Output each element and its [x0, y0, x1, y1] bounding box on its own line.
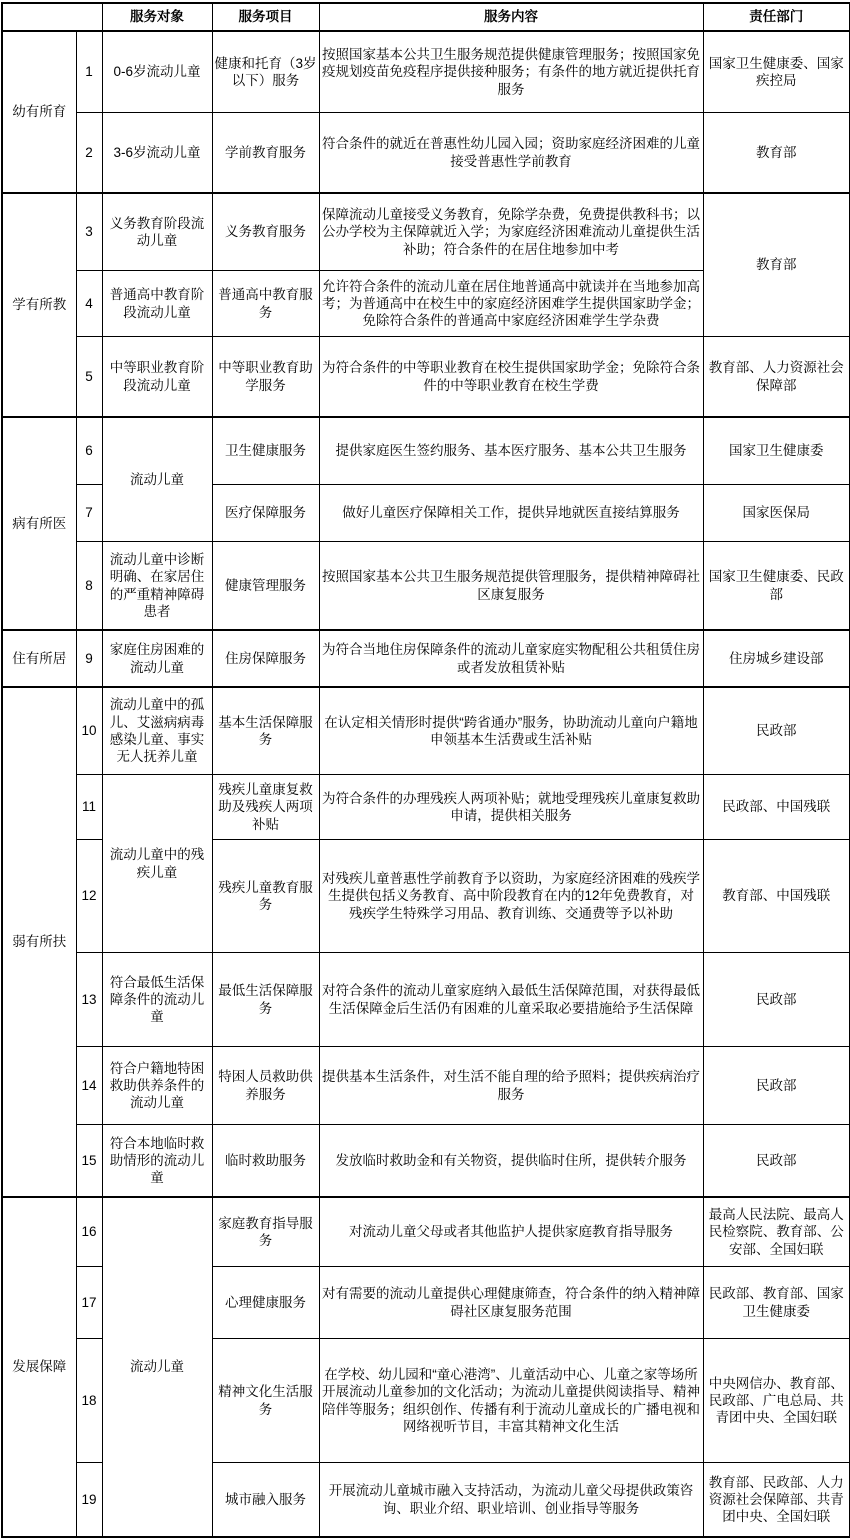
content-cell: 提供家庭医生签约服务、基本医疗服务、基本公共卫生服务 [319, 417, 703, 485]
row-number: 17 [76, 1267, 102, 1339]
item-cell: 最低生活保障服务 [212, 953, 319, 1047]
table-row [2, 687, 850, 775]
department-cell: 教育部、人力资源社会保障部 [703, 337, 850, 418]
row-number: 10 [76, 687, 102, 775]
content-cell: 在学校、幼儿园和“童心港湾”、儿童活动中心、儿童之家等场所开展流动儿童参加的文化活动；为流动儿童提供阅读指导、精神陪伴等服务；组织创作、传播有利于流动儿童成长的广播电视和网络视听节目，丰富其精神文化生活 [319, 1339, 703, 1463]
content-cell: 符合条件的就近在普惠性幼儿园入园；资助家庭经济困难的儿童接受普惠性学前教育 [319, 113, 703, 194]
item-cell: 家庭教育指导服务 [212, 1197, 319, 1267]
target-cell: 流动儿童 [102, 417, 212, 542]
department-cell: 国家医保局 [703, 485, 850, 542]
target-cell: 3-6岁流动儿童 [102, 113, 212, 194]
item-cell: 残疾儿童教育服务 [212, 840, 319, 953]
target-cell: 流动儿童中的孤儿、艾滋病病毒感染儿童、事实无人抚养儿童 [102, 687, 212, 775]
content-cell: 允许符合条件的流动儿童在居住地普通高中就读并在当地参加高考；为普通高中在校生中的家庭经济困难学生提供国家助学金；免除符合条件的普通高中家庭经济困难学生学杂费 [319, 271, 703, 337]
table-row [2, 775, 850, 840]
header-empty-cell [2, 3, 102, 31]
row-number: 5 [76, 337, 102, 418]
item-cell: 特困人员救助供养服务 [212, 1047, 319, 1125]
department-cell: 国家卫生健康委、国家疾控局 [703, 31, 850, 113]
item-cell: 精神文化生活服务 [212, 1339, 319, 1463]
target-cell: 符合本地临时救助情形的流动儿童 [102, 1125, 212, 1198]
content-cell: 为符合条件的中等职业教育在校生提供国家助学金；免除符合条件的中等职业教育在校生学费 [319, 337, 703, 418]
department-cell: 民政部 [703, 1047, 850, 1125]
table-row [2, 953, 850, 1047]
department-cell: 教育部 [703, 113, 850, 194]
content-cell: 发放临时救助金和有关物资，提供临时住所，提供转介服务 [319, 1125, 703, 1198]
target-cell: 符合户籍地特困救助供养条件的流动儿童 [102, 1047, 212, 1125]
item-cell: 普通高中教育服务 [212, 271, 319, 337]
row-number: 4 [76, 271, 102, 337]
content-cell: 对符合条件的流动儿童家庭纳入最低生活保障范围，对获得最低生活保障金后生活仍有困难的儿童采取必要措施给予生活保障 [319, 953, 703, 1047]
row-number: 19 [76, 1463, 102, 1538]
department-cell: 国家卫生健康委、民政部 [703, 542, 850, 631]
row-number: 18 [76, 1339, 102, 1463]
content-cell: 为符合条件的办理残疾人两项补贴；就地受理残疾儿童康复救助申请，提供相关服务 [319, 775, 703, 840]
content-cell: 对有需要的流动儿童提供心理健康筛查，符合条件的纳入精神障碍社区康复服务范围 [319, 1267, 703, 1339]
header-service-content: 服务内容 [319, 3, 703, 31]
content-cell: 开展流动儿童城市融入支持活动，为流动儿童父母提供政策咨询、职业介绍、职业培训、创业指导等服务 [319, 1463, 703, 1538]
table-row [2, 1047, 850, 1125]
content-cell: 为符合当地住房保障条件的流动儿童家庭实物配租公共租赁住房或者发放租赁补贴 [319, 630, 703, 687]
department-cell: 民政部 [703, 687, 850, 775]
department-cell: 民政部 [703, 953, 850, 1047]
table-row [2, 1197, 850, 1267]
department-cell: 教育部 [703, 193, 850, 337]
department-cell: 民政部 [703, 1125, 850, 1198]
section-cell-youyousuoyu: 幼有所育 [2, 31, 76, 193]
item-cell: 卫生健康服务 [212, 417, 319, 485]
table-row [2, 113, 850, 194]
row-number: 15 [76, 1125, 102, 1198]
table-row [2, 1125, 850, 1198]
header-service-target: 服务对象 [102, 3, 212, 31]
item-cell: 义务教育服务 [212, 193, 319, 271]
department-cell: 民政部、中国残联 [703, 775, 850, 840]
target-cell: 中等职业教育阶段流动儿童 [102, 337, 212, 418]
item-cell: 临时救助服务 [212, 1125, 319, 1198]
table-row [2, 337, 850, 418]
department-cell: 教育部、中国残联 [703, 840, 850, 953]
content-cell: 对流动儿童父母或者其他监护人提供家庭教育指导服务 [319, 1197, 703, 1267]
table-row [2, 630, 850, 687]
department-cell: 中央网信办、教育部、民政部、广电总局、共青团中央、全国妇联 [703, 1339, 850, 1463]
item-cell: 基本生活保障服务 [212, 687, 319, 775]
content-cell: 对残疾儿童普惠性学前教育予以资助，为家庭经济困难的残疾学生提供包括义务教育、高中阶段教育在内的12年免费教育，对残疾学生特殊学习用品、教育训练、交通费等予以补助 [319, 840, 703, 953]
row-number: 2 [76, 113, 102, 194]
row-number: 9 [76, 630, 102, 687]
item-cell: 残疾儿童康复救助及残疾人两项补贴 [212, 775, 319, 840]
header-responsible-department: 责任部门 [703, 3, 850, 31]
content-cell: 在认定相关情形时提供“跨省通办”服务，协助流动儿童向户籍地申领基本生活费或生活补贴 [319, 687, 703, 775]
department-cell: 国家卫生健康委 [703, 417, 850, 485]
content-cell: 按照国家基本公共卫生服务规范提供健康管理服务；按照国家免疫规划疫苗免疫程序提供接种服务；有条件的地方就近提供托育服务 [319, 31, 703, 113]
department-cell: 教育部、民政部、人力资源社会保障部、共青团中央、全国妇联 [703, 1463, 850, 1538]
target-cell: 普通高中教育阶段流动儿童 [102, 271, 212, 337]
item-cell: 中等职业教育助学服务 [212, 337, 319, 418]
header-service-item: 服务项目 [212, 3, 319, 31]
row-number: 7 [76, 485, 102, 542]
department-cell: 民政部、教育部、国家卫生健康委 [703, 1267, 850, 1339]
table-row [2, 417, 850, 485]
table-row [2, 31, 850, 113]
item-cell: 学前教育服务 [212, 113, 319, 194]
item-cell: 心理健康服务 [212, 1267, 319, 1339]
row-number: 1 [76, 31, 102, 113]
content-cell: 提供基本生活条件，对生活不能自理的给予照料；提供疾病治疗服务 [319, 1047, 703, 1125]
content-cell: 按照国家基本公共卫生服务规范提供管理服务，提供精神障碍社区康复服务 [319, 542, 703, 631]
target-cell: 家庭住房困难的流动儿童 [102, 630, 212, 687]
table-header-row [2, 3, 850, 31]
row-number: 14 [76, 1047, 102, 1125]
item-cell: 城市融入服务 [212, 1463, 319, 1538]
migrant-children-services-table [1, 2, 850, 1538]
row-number: 13 [76, 953, 102, 1047]
row-number: 11 [76, 775, 102, 840]
target-cell: 符合最低生活保障条件的流动儿童 [102, 953, 212, 1047]
section-cell-xueyousuojiao: 学有所教 [2, 193, 76, 417]
row-number: 6 [76, 417, 102, 485]
target-cell: 流动儿童中诊断明确、在家居住的严重精神障碍患者 [102, 542, 212, 631]
content-cell: 做好儿童医疗保障相关工作，提供异地就医直接结算服务 [319, 485, 703, 542]
target-cell: 0-6岁流动儿童 [102, 31, 212, 113]
department-cell: 住房城乡建设部 [703, 630, 850, 687]
row-number: 3 [76, 193, 102, 271]
content-cell: 保障流动儿童接受义务教育，免除学杂费，免费提供教科书；以公办学校为主保障就近入学；为家庭经济困难流动儿童提供生活补助；符合条件的在居住地参加中考 [319, 193, 703, 271]
row-number: 12 [76, 840, 102, 953]
section-cell-bingyousuoyi: 病有所医 [2, 417, 76, 630]
target-cell: 义务教育阶段流动儿童 [102, 193, 212, 271]
section-cell-fazhanbaozhang: 发展保障 [2, 1197, 76, 1537]
row-number: 8 [76, 542, 102, 631]
section-cell-ruoyousuofu: 弱有所扶 [2, 687, 76, 1197]
section-cell-zhuyousuoju: 住有所居 [2, 630, 76, 687]
item-cell: 健康和托育（3岁以下）服务 [212, 31, 319, 113]
item-cell: 住房保障服务 [212, 630, 319, 687]
row-number: 16 [76, 1197, 102, 1267]
department-cell: 最高人民法院、最高人民检察院、教育部、公安部、全国妇联 [703, 1197, 850, 1267]
item-cell: 健康管理服务 [212, 542, 319, 631]
target-cell: 流动儿童中的残疾儿童 [102, 775, 212, 953]
table-row [2, 542, 850, 631]
item-cell: 医疗保障服务 [212, 485, 319, 542]
table-row [2, 193, 850, 271]
target-cell: 流动儿童 [102, 1197, 212, 1537]
